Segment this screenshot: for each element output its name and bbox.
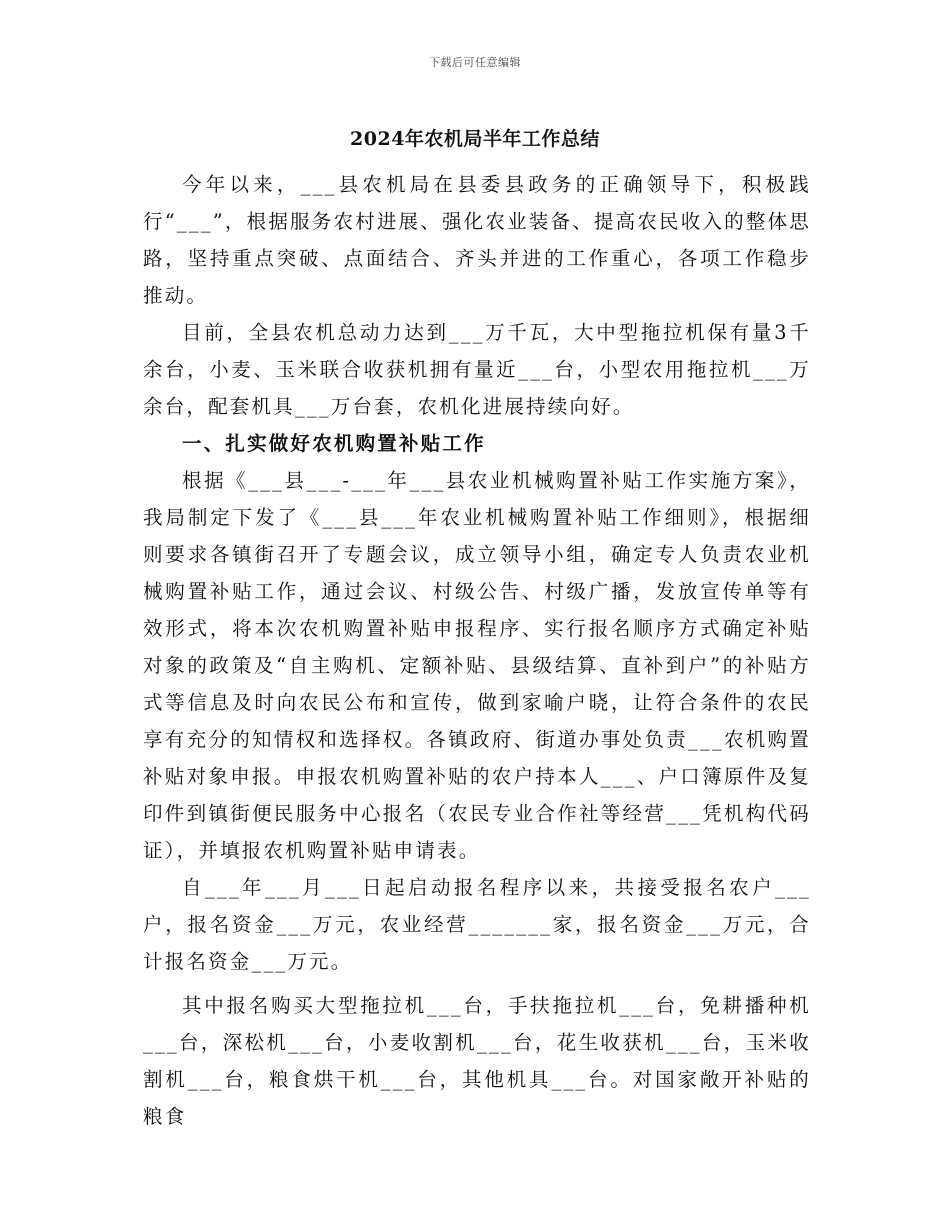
paragraph-intro: 今年以来，___县农机局在县委县政务的正确领导下，积极践行“___”，根据服务农村进展、强化农业装备、提高农民收入的整体思路，坚持重点突破、点面结合、齐头并进的工作重心，各项工作稳步推动。	[143, 173, 811, 307]
section-heading-1: 一、扎实做好农机购置补贴工作	[182, 432, 486, 455]
header-note: 下载后可任意编辑	[429, 56, 521, 69]
paragraph-subsidy-program: 根据《___县___-___年___县农业机械购置补贴工作实施方案》，我局制定下发了《___县___年农业机械购置补贴工作细则》，根据细则要求各镇街召开了专题会议，成立领导小组，确定专人负责农业机械购置补贴工作，通过会议、村级公告、村级广播，发放宣传单等有效形式，将本次农机购置补贴申报程序、实行报名顺序方式确定补贴对象的政策及“自主购机、定额补贴、县级结算、直补到户”的补贴方式等信息及时向农民公布和宣传，做到家喻户晓，让符合条件的农民享有充分的知情权和选择权。各镇政府、街道办事处负责___农机购置补贴对象申报。申报农机购置补贴的农户持本人___、户口簿原件及复印件到镇街便民服务中心报名（农民专业合作社等经营___凭机构代码证），并填报农机购置补贴申请表。	[143, 469, 811, 862]
document-body	[143, 166, 811, 1135]
document-title: 2024年农机局半年工作总结	[350, 128, 600, 150]
paragraph-machinery: 其中报名购买大型拖拉机___台，手扶拖拉机___台，免耕播种机___台，深松机___台，小麦收割机___台，花生收获机___台，玉米收割机___台，粮食烘干机___台，其他机具___台。对国家敞开补贴的粮食	[143, 994, 811, 1128]
paragraph-status: 目前，全县农机总动力达到___万千瓦，大中型拖拉机保有量3千余台，小麦、玉米联合收获机拥有量近___台，小型农用拖拉机___万余台，配套机具___万台套，农机化进展持续向好。	[143, 321, 811, 418]
paragraph-registration: 自___年___月___日起启动报名程序以来，共接受报名农户___户，报名资金___万元，农业经营_______家，报名资金___万元，合计报名资金___万元。	[143, 876, 811, 973]
